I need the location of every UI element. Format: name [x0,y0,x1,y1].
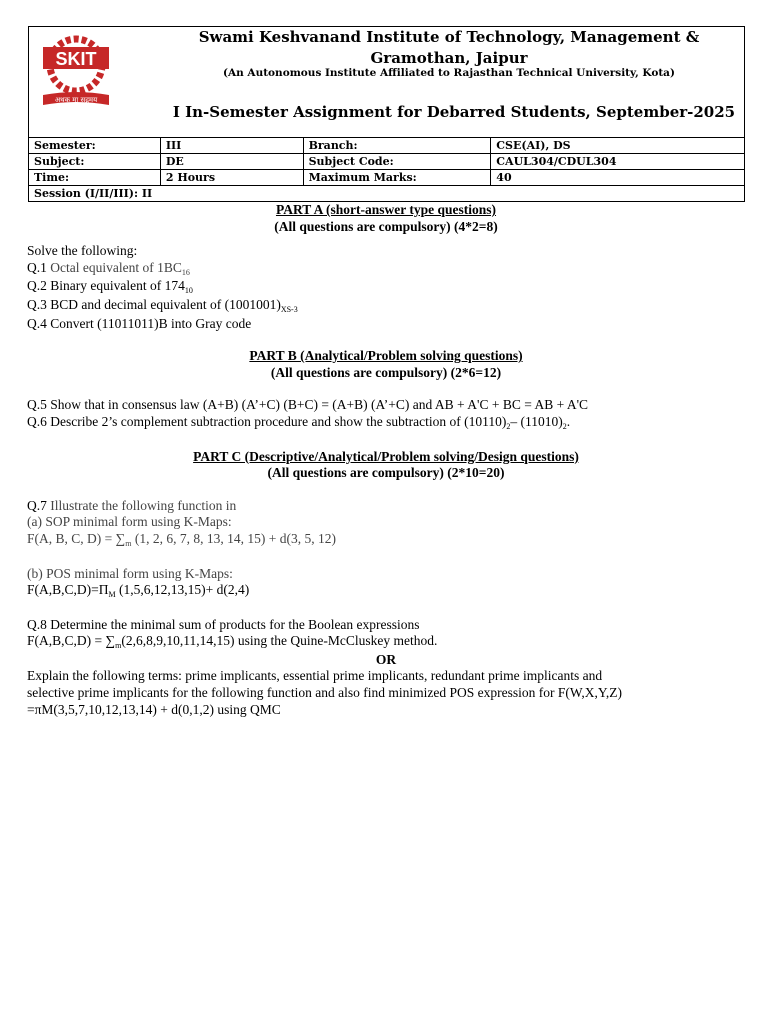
part-c-subtitle: (All questions are compulsory) (2*10=20) [267,465,505,481]
semester-value: III [160,138,303,154]
question-7: Q.7 Illustrate the following function in [27,497,237,513]
question-7a-expression: F(A, B, C, $D) = \sum_m$ (1, 2, 6, 7, 8, 13, 14, 15) + d(3, 5, 12) [27,530,336,548]
part-a-intro: Solve the following: [27,243,138,259]
question-5: Q.5 Show that in consensus law (A+B) (A’+C) (B+C) = (A+B) (A’+C) and AB + A'C + BC = AB + A'C [27,397,589,413]
assignment-title: I In-Semester Assignment for Debarred Students, September-2025 [172,103,736,121]
subject-code-value: CAUL304/CDUL304 [491,154,745,170]
question-7b-expression: $F(A,B,C,D)=\Pi_M$ (1,5,6,12,13,15)+ d(2,4) [27,582,250,600]
branch-label: Branch: [303,138,491,154]
part-c-title: PART C (Descriptive/Analytical/Problem solving/Design questions) [193,448,579,464]
branch-value: CSE(AI), DS [491,138,745,154]
subject-label: Subject: [29,154,161,170]
question-8-alt-line3: =πM(3,5,7,10,12,13,14) + d(0,1,2) using QMC [27,701,281,717]
question-8-alt-line1: Explain the following terms: prime implicants, essential prime implicants, redundant prime implicants and [27,668,603,684]
question-4: Q.4 Convert (11011011)B into Gray code [27,315,252,331]
institute-name: Swami Keshvanand Institute of Technology, Management & Gramothan, Jaipur [198,28,700,67]
table-row [29,186,745,202]
svg-text:अथक मा सद्गमय: अथक मा सद्गमय [54,96,98,104]
question-1: Q.1 Octal equivalent of $1BC_{16}$ [27,259,190,277]
subject-code-label: Subject Code: [303,154,491,170]
question-6: Q.6 Describe 2’s complement subtraction procedure and show the subtraction of $(10110)_2-$ $(11010)_2$. [27,413,571,431]
question-paper-body [27,202,745,718]
question-7a: (a) SOP minimal form using K-Maps: [27,514,232,530]
question-8-alt-line2: selective prime implicants for the following function and also find minimized POS expression for F(W,X,Y,Z) [27,685,623,701]
time-value: 2 Hours [160,170,303,186]
part-a-subtitle: (All questions are compulsory) (4*2=8) [274,218,498,234]
or-separator: OR [375,651,397,667]
max-marks-value: 40 [491,170,745,186]
part-a-title: PART A (short-answer type questions) [275,202,497,217]
table-row [29,154,745,170]
semester-label: Semester: [29,138,161,154]
part-b-title: PART B (Analytical/Problem solving questions) [249,348,523,364]
time-label: Time: [29,170,161,186]
document-header [28,26,745,202]
subject-value: DE [160,154,303,170]
svg-text:SKIT: SKIT [55,49,97,69]
affiliation-text: (An Autonomous Institute Affiliated to Rajasthan Technical University, Kota) [223,67,675,79]
session-cell: Session (I/II/III): II [29,186,745,202]
exam-info-table [28,137,745,202]
question-8-expression: $F(A,B,C,D) = \sum_m(2,6,8,9,10,11,14,15)$ using the Quine-McCluskey method. [27,633,438,651]
question-2: Q.2 Binary equivalent of $174_{10}$ [27,278,193,296]
table-row [29,138,745,154]
table-row [29,170,745,186]
part-b-subtitle: (All questions are compulsory) (2*6=12) [270,364,502,380]
skit-logo [37,31,115,111]
question-3: Q.3 BCD and decimal equivalent of $(1001001)_{XS-3}$ [27,296,298,314]
question-7b: (b) POS minimal form using K-Maps: [27,565,233,581]
question-8: Q.8 Determine the minimal sum of products for the Boolean expressions [27,616,420,632]
max-marks-label: Maximum Marks: [303,170,491,186]
